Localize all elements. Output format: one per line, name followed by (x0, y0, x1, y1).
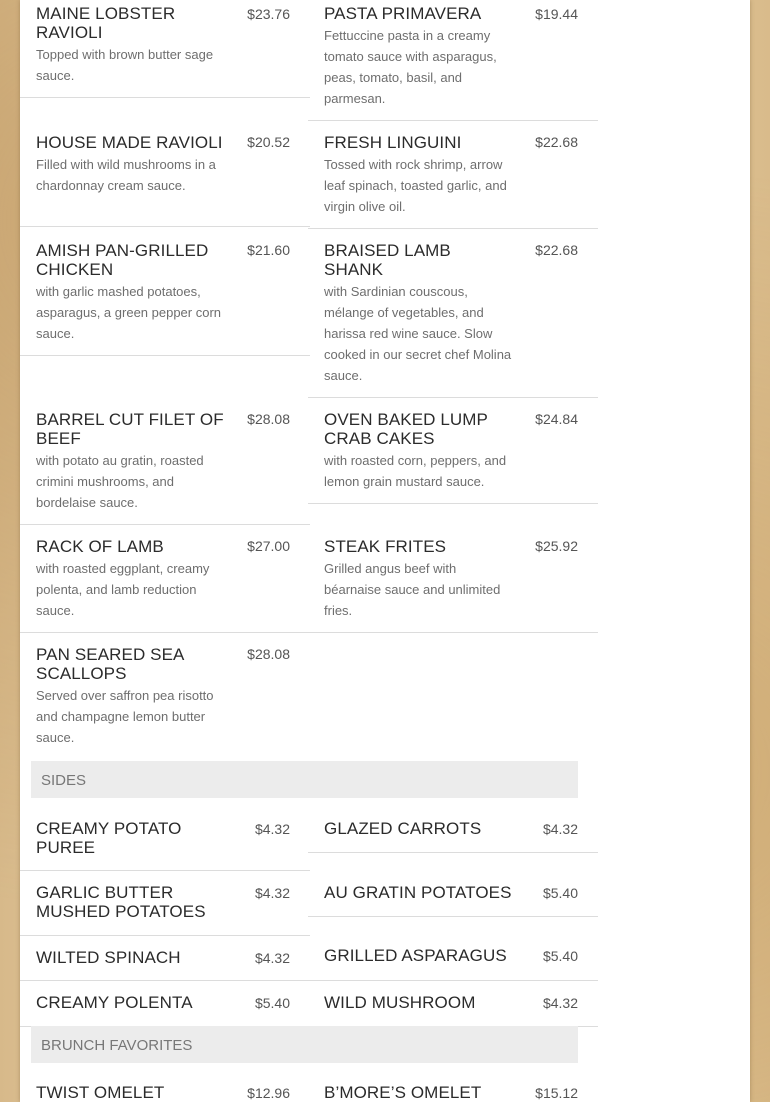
menu-panel (20, 0, 750, 1102)
item-description: Grilled angus beef with béarnaise sauce and unlimited fries. (324, 561, 501, 618)
item-name: CREAMY POTATO PUREE (36, 819, 182, 857)
item-description: with potato au gratin, roasted crimini mushrooms, and bordelaise sauce. (36, 453, 204, 510)
menu-item[interactable] (20, 936, 310, 981)
item-price: $5.40 (542, 885, 578, 901)
item-price: $22.68 (535, 242, 578, 258)
item-price: $5.40 (254, 995, 290, 1011)
item-price: $5.40 (542, 948, 578, 964)
item-name: OVEN BAKED LUMP CRAB CAKES (324, 410, 488, 448)
item-description: Fettuccine pasta in a creamy tomato sauce with asparagus, peas, tomato, basil, and parmesan. (324, 28, 497, 106)
item-price: $28.08 (247, 646, 290, 662)
item-name: STEAK FRITES (324, 537, 447, 556)
section-heading-brunch: BRUNCH FAVORITES (31, 1026, 578, 1063)
item-price: $4.32 (254, 821, 290, 837)
menu-item[interactable] (20, 871, 310, 936)
menu-item[interactable] (20, 1063, 310, 1102)
menu-item[interactable] (20, 525, 310, 633)
menu-item[interactable] (308, 1063, 598, 1102)
item-price: $4.32 (254, 885, 290, 901)
item-name: RACK OF LAMB (36, 537, 164, 556)
item-price: $25.92 (535, 538, 578, 554)
menu-item[interactable] (308, 398, 598, 504)
menu-item[interactable] (20, 98, 310, 227)
item-price: $20.52 (247, 134, 290, 150)
menu-item[interactable] (308, 798, 598, 853)
item-description: Filled with wild mushrooms in a chardonnay cream sauce. (36, 157, 216, 193)
item-name: MAINE LOBSTER RAVIOLI (36, 4, 176, 42)
sides-left-column (20, 798, 310, 1027)
item-price: $22.68 (535, 134, 578, 150)
item-price: $15.12 (535, 1085, 578, 1101)
mains-left-column (20, 0, 310, 760)
item-name: BRAISED LAMB SHANK (324, 241, 451, 279)
item-name: WILTED SPINACH (36, 948, 181, 967)
item-name: BARREL CUT FILET OF BEEF (36, 410, 224, 448)
item-name: GRILLED ASPARAGUS (324, 946, 507, 965)
item-price: $24.84 (535, 411, 578, 427)
item-price: $23.76 (247, 6, 290, 22)
item-price: $27.00 (247, 538, 290, 554)
item-name: TWIST OMELET (36, 1083, 165, 1102)
menu-item[interactable] (20, 798, 310, 871)
menu-item[interactable] (20, 981, 310, 1027)
mains-right-column (308, 0, 598, 633)
sides-right-column (308, 798, 598, 1027)
item-name: B’MORE’S OMELET (324, 1083, 482, 1102)
item-description: Served over saffron pea risotto and champagne lemon butter sauce. (36, 688, 214, 745)
brunch-left-column (20, 1063, 310, 1102)
item-description: Tossed with rock shrimp, arrow leaf spinach, toasted garlic, and virgin olive oil. (324, 157, 507, 214)
item-price: $4.32 (542, 821, 578, 837)
item-name: PASTA PRIMAVERA (324, 4, 482, 23)
item-description: with Sardinian couscous, mélange of vegetables, and harissa red wine sauce. Slow cooked in our secret chef Molina sauce. (324, 284, 512, 383)
item-price: $4.32 (542, 995, 578, 1011)
menu-item[interactable] (308, 917, 598, 981)
menu-item[interactable] (308, 504, 598, 633)
item-name: FRESH LINGUINI (324, 133, 462, 152)
menu-item[interactable] (20, 356, 310, 525)
brunch-right-column (308, 1063, 598, 1102)
item-description: Topped with brown butter sage sauce. (36, 47, 214, 83)
section-heading-sides: SIDES (31, 761, 578, 798)
menu-item[interactable] (20, 0, 310, 98)
item-name: AMISH PAN-GRILLED CHICKEN (36, 241, 209, 279)
item-price: $12.96 (247, 1085, 290, 1101)
item-name: CREAMY POLENTA (36, 993, 193, 1012)
menu-item[interactable] (308, 229, 598, 398)
menu-item[interactable] (20, 227, 310, 356)
item-price: $19.44 (535, 6, 578, 22)
menu-item[interactable] (308, 121, 598, 229)
menu-item[interactable] (308, 981, 598, 1027)
item-price: $21.60 (247, 242, 290, 258)
menu-item[interactable] (308, 853, 598, 917)
item-name: GLAZED CARROTS (324, 819, 482, 838)
item-name: AU GRATIN POTATOES (324, 883, 512, 902)
menu-item[interactable] (308, 0, 598, 121)
item-price: $4.32 (254, 950, 290, 966)
item-description: with roasted eggplant, creamy polenta, and lamb reduction sauce. (36, 561, 210, 618)
item-description: with garlic mashed potatoes, asparagus, a green pepper corn sauce. (36, 284, 222, 341)
item-name: HOUSE MADE RAVIOLI (36, 133, 223, 152)
item-name: GARLIC BUTTER MUSHED POTATOES (36, 883, 206, 921)
item-price: $28.08 (247, 411, 290, 427)
menu-item[interactable] (20, 633, 310, 760)
item-name: WILD MUSHROOM (324, 993, 476, 1012)
item-description: with roasted corn, peppers, and lemon grain mustard sauce. (324, 453, 507, 489)
item-name: PAN SEARED SEA SCALLOPS (36, 645, 184, 683)
